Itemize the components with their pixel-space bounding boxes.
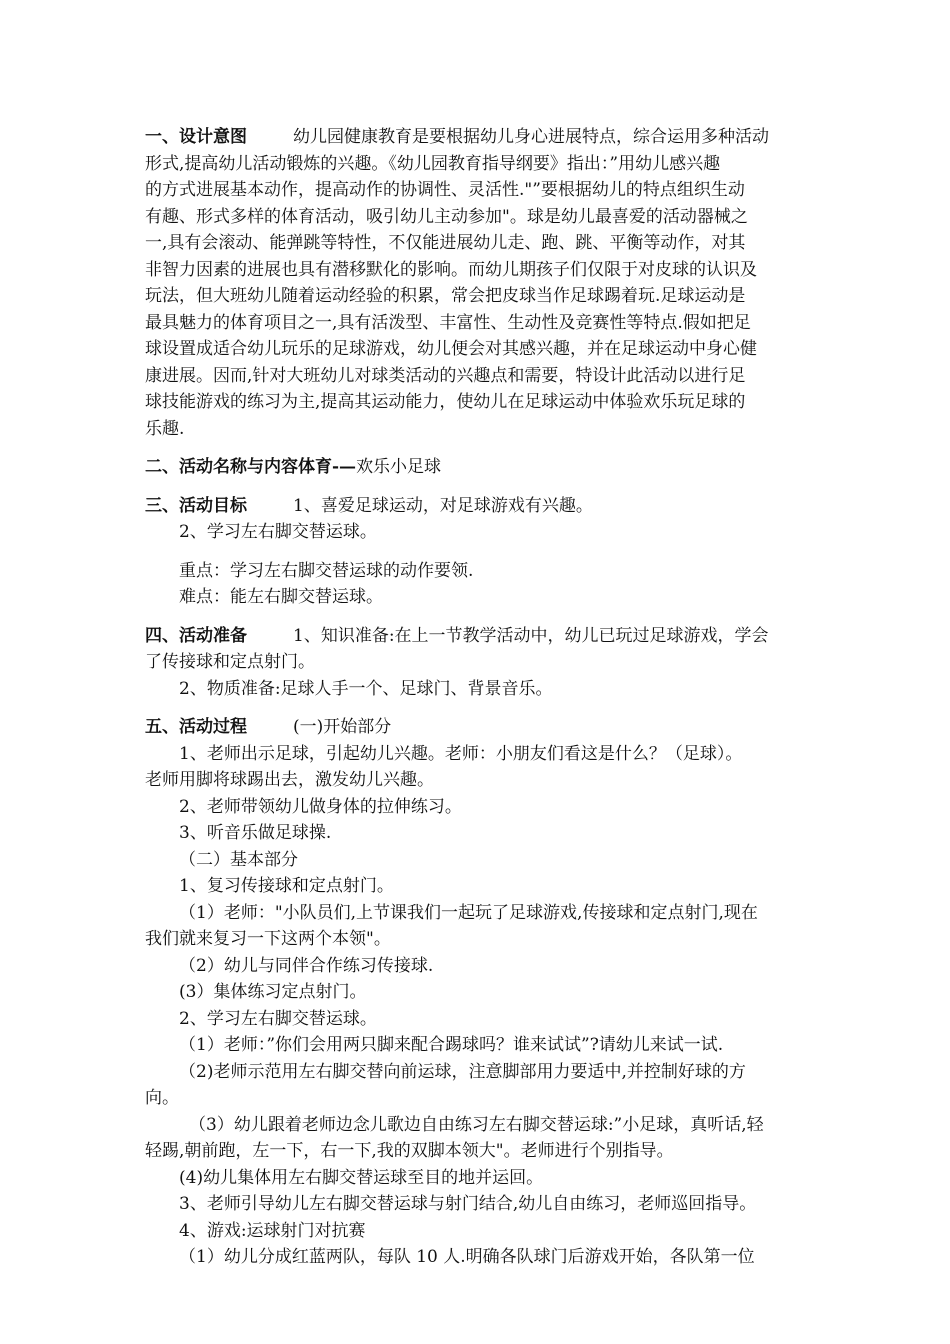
preparation-line: 四、活动准备 1、知识准备:在上一节教学活动中，幼儿已玩过足球游戏，学会: [145, 625, 769, 646]
section-heading-design-intent: 一、设计意图: [145, 127, 247, 147]
process-line: （1）老师：”你们会用两只脚来配合踢球吗？谁来试试”?请幼儿来试一试.: [179, 1035, 724, 1055]
document-body: [145, 124, 807, 1271]
section-heading-process: 五、活动过程: [145, 717, 247, 737]
preparation-line: 2、物质准备:足球人手一个、足球门、背景音乐。: [179, 678, 553, 699]
process-line: 2、学习左右脚交替运球。: [179, 1008, 377, 1029]
process-line: 轻踢,朝前跑，左一下，右一下,我的双脚本领大"。老师进行个别指导。: [145, 1141, 674, 1161]
process-line: (4)幼儿集体用左右脚交替运球至目的地并运回。: [179, 1167, 544, 1188]
section-heading-goals: 三、活动目标: [145, 495, 247, 516]
design-intent-line: 球技能游戏的练习为主,提高其运动能力，使幼儿在足球运动中体验欢乐玩足球的: [145, 392, 746, 412]
design-intent-line: 有趣、形式多样的体育活动，吸引幼儿主动参加"。球是幼儿最喜爱的活动器械之: [145, 206, 748, 227]
design-intent-line: 形式,提高幼儿活动锻炼的兴趣。《幼儿园教育指导纲要》指出：”用幼儿感兴趣: [145, 153, 721, 174]
process-line: 1、复习传接球和定点射门。: [179, 876, 394, 896]
design-intent-line: 玩法，但大班幼儿随着运动经验的积累，常会把皮球当作足球踢着玩.足球运动是: [145, 286, 746, 306]
preparation-line: 了传接球和定点射门。: [145, 652, 315, 672]
activity-name-line: [145, 454, 807, 481]
goal-line: 2、学习左右脚交替运球。: [179, 522, 377, 542]
goal-line: 三、活动目标 1、喜爱足球运动，对足球游戏有兴趣。: [145, 495, 593, 516]
process-line: (3）集体练习定点射门。: [179, 982, 367, 1002]
process-line: 2、老师带领幼儿做身体的拉伸练习。: [179, 796, 462, 817]
process-line: （二）基本部分: [179, 849, 298, 870]
process-line: 4、游戏:运球射门对抗赛: [179, 1220, 366, 1241]
design-intent-line: 非智力因素的进展也具有潜移默化的影响。而幼儿期孩子们仅限于对皮球的认识及: [145, 259, 757, 280]
process-line: （1）老师："小队员们,上节课我们一起玩了足球游戏,传接球和定点射门,现在: [179, 902, 758, 923]
activity-name: 欢乐小足球: [356, 457, 442, 477]
section-heading-activity-name: 二、活动名称与内容体育-—: [145, 457, 357, 477]
process-line: 3、老师引导幼儿左右脚交替运球与射门结合,幼儿自由练习，老师巡回指导。: [179, 1194, 757, 1214]
design-intent-line: 球设置成适合幼儿玩乐的足球游戏，幼儿便会对其感兴趣，并在足球运动中身心健: [145, 339, 757, 359]
design-intent-line: 乐趣.: [145, 418, 185, 439]
design-intent-line: 康进展。因而,针对大班幼儿对球类活动的兴趣点和需要，特设计此活动以进行足: [145, 365, 746, 386]
section-heading-preparation: 四、活动准备: [145, 625, 247, 646]
process-line: （2）幼儿与同伴合作练习传接球.: [179, 955, 434, 976]
key-point: 重点：学习左右脚交替运球的动作要领.: [179, 560, 474, 581]
design-intent-line: 最具魅力的体育项目之一,具有活泼型、丰富性、生动性及竞赛性等特点.假如把足: [145, 312, 751, 333]
process-line: （3）幼儿跟着老师边念儿歌边自由练习左右脚交替运球:”小足球，真听话,轻: [189, 1114, 764, 1135]
design-intent-line: 一,具有会滚动、能弹跳等特性，不仅能进展幼儿走、跑、跳、平衡等动作，对其: [145, 233, 746, 253]
process-line: 3、听音乐做足球操.: [179, 823, 332, 843]
process-line: （1）幼儿分成红蓝两队，每队 10 人.明确各队球门后游戏开始，各队第一位: [179, 1247, 755, 1267]
process-line: 老师用脚将球踢出去，激发幼儿兴趣。: [145, 770, 434, 790]
process-line: 1、老师出示足球，引起幼儿兴趣。老师：小朋友们看这是什么？（足球）。: [179, 743, 743, 764]
process-line: 五、活动过程 (一)开始部分: [145, 717, 392, 737]
difficulty-point: 难点：能左右脚交替运球。: [179, 587, 383, 607]
design-intent-line: 的方式进展基本动作，提高动作的协调性、灵活性."”要根据幼儿的特点组织生动: [145, 180, 745, 200]
process-line: 向。: [145, 1088, 179, 1108]
process-line: 我们就来复习一下这两个本领"。: [145, 929, 391, 949]
process-line: （2)老师示范用左右脚交替向前运球，注意脚部用力要适中,并控制好球的方: [179, 1061, 746, 1082]
design-intent-line: 一、设计意图 幼儿园健康教育是要根据幼儿身心进展特点，综合运用多种活动: [145, 127, 769, 147]
